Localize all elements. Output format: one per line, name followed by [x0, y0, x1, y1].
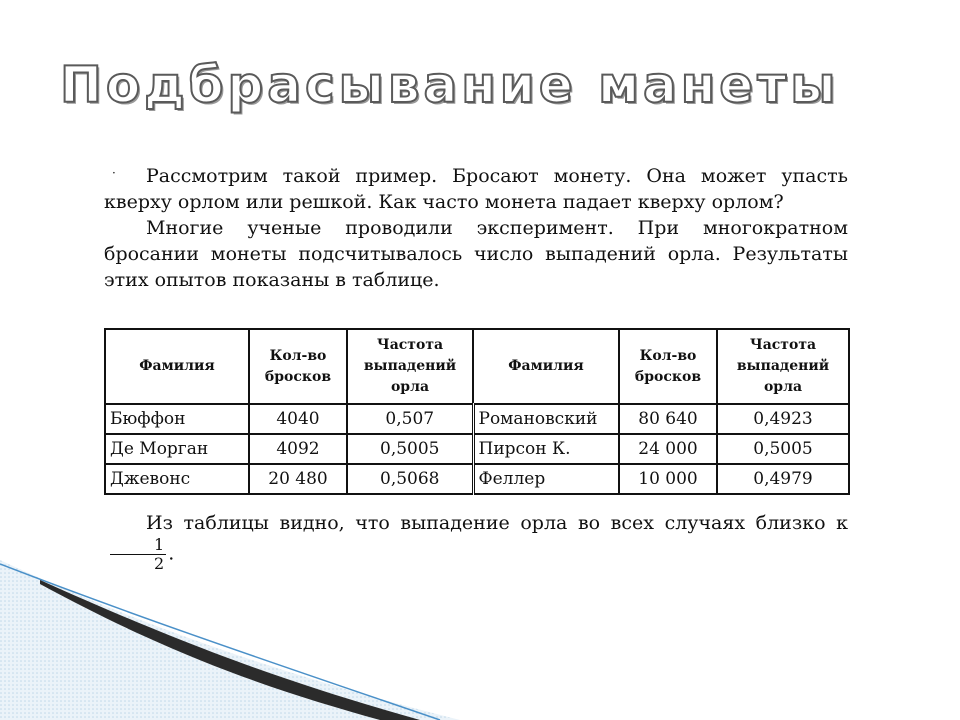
cell-throws: 80 640: [619, 404, 717, 434]
cell-frequency: 0,5068: [347, 464, 473, 494]
header-frequency: Частота выпадений орла: [347, 329, 473, 404]
header-surname: Фамилия: [473, 329, 619, 404]
fraction-denominator: 2: [154, 554, 165, 573]
header-frequency: Частота выпадений орла: [717, 329, 849, 404]
cell-surname: Бюффон: [105, 404, 249, 434]
cell-frequency: 0,5005: [717, 434, 849, 464]
cell-surname: Феллер: [473, 464, 619, 494]
intro-paragraph-1: Рассмотрим такой пример. Бросают монету. Она может упасть кверху орлом или решкой. Как часто монета падает кверху орлом?: [104, 165, 848, 213]
cell-throws: 4092: [249, 434, 347, 464]
table-row: [105, 464, 849, 494]
cell-surname: Де Морган: [105, 434, 249, 464]
intro-text: [104, 163, 848, 293]
cell-surname: Романовский: [473, 404, 619, 434]
table-row: [105, 434, 849, 464]
cell-throws: 4040: [249, 404, 347, 434]
cell-surname: Пирсон К.: [473, 434, 619, 464]
results-table: [104, 328, 850, 495]
header-throws: Кол-во бросков: [619, 329, 717, 404]
table-header-row: [105, 329, 849, 404]
cell-throws: 20 480: [249, 464, 347, 494]
table-row: [105, 404, 849, 434]
header-surname: Фамилия: [105, 329, 249, 404]
cell-throws: 24 000: [619, 434, 717, 464]
slide-title: Подбрасывание манеты: [60, 56, 840, 114]
cell-surname: Джевонс: [105, 464, 249, 494]
decorative-swoosh: [0, 560, 960, 720]
cell-frequency: 0,4923: [717, 404, 849, 434]
fraction-numerator: 1: [110, 536, 166, 555]
bullet-marker: ·: [112, 166, 116, 180]
cell-frequency: 0,5005: [347, 434, 473, 464]
cell-throws: 10 000: [619, 464, 717, 494]
header-throws: Кол-во бросков: [249, 329, 347, 404]
conclusion-sentence: Из таблицы видно, что выпадение орла во всех случаях близко к: [146, 512, 848, 534]
cell-frequency: 0,4979: [717, 464, 849, 494]
conclusion-period: .: [168, 542, 175, 565]
intro-paragraph-2: Многие ученые проводили эксперимент. При многократном бросании монеты подсчитывалось число выпадений орла. Результаты этих опытов показаны в таблице.: [104, 217, 848, 291]
cell-frequency: 0,507: [347, 404, 473, 434]
swoosh-dotted-band: [0, 560, 460, 720]
